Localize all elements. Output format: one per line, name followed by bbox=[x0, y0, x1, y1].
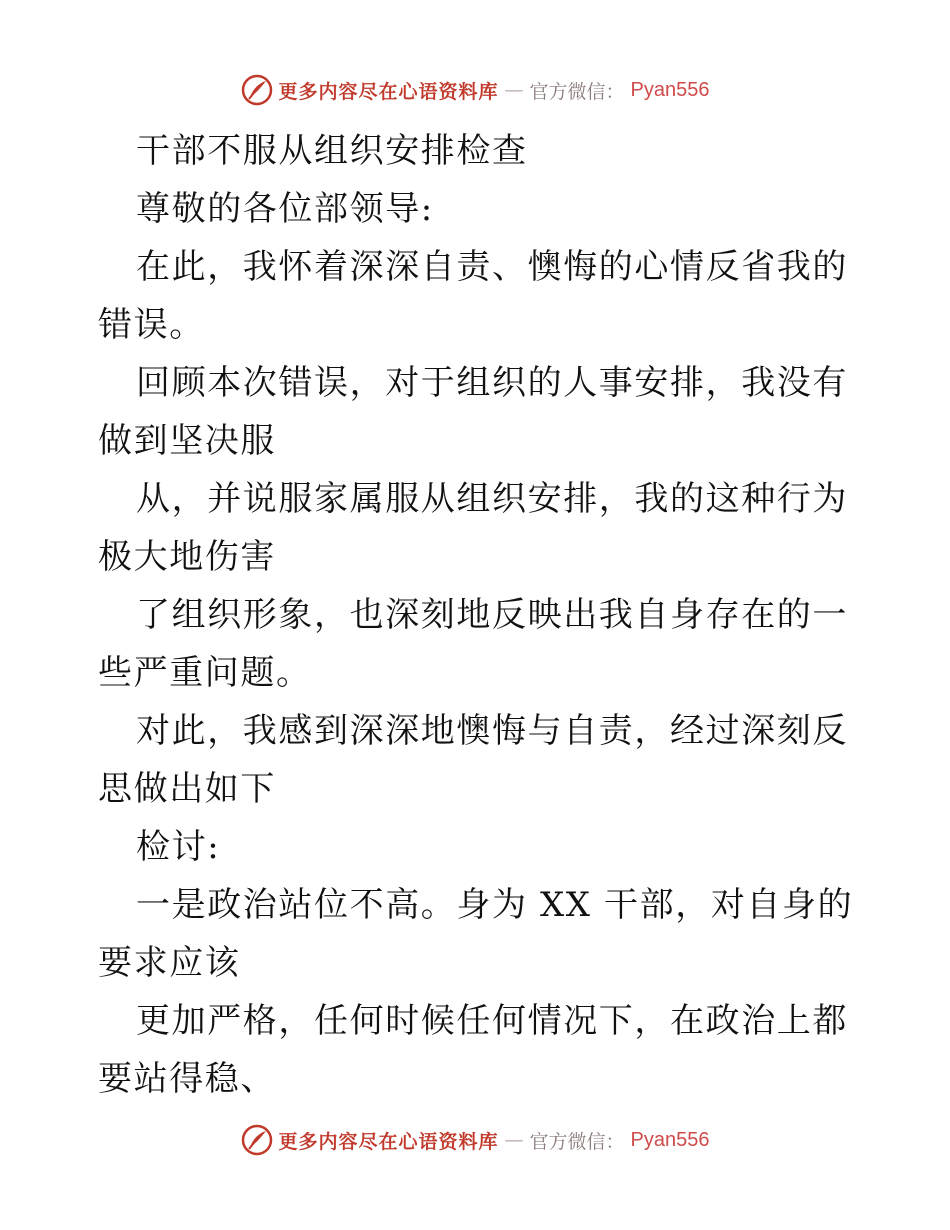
banner-main-text: 更多内容尽在心语资料库 bbox=[278, 80, 499, 103]
banner-main-text: 更多内容尽在心语资料库 bbox=[278, 1130, 499, 1153]
paragraph-1: 在此，我怀着深深自责、懊悔的心情反省我的错误。 bbox=[98, 247, 848, 345]
banner-wechat-label: 官方微信： bbox=[529, 1130, 625, 1153]
header-watermark-banner bbox=[0, 70, 950, 110]
paragraph-5: 对此，我感到深深地懊悔与自责，经过深刻反思做出如下 bbox=[98, 711, 848, 809]
document-body bbox=[98, 122, 858, 1108]
paragraph-4: 了组织形象，也深刻地反映出我自身存在的一些严重问题。 bbox=[98, 595, 848, 693]
quill-logo-icon bbox=[241, 1124, 273, 1156]
footer-watermark-banner bbox=[0, 1120, 950, 1160]
document-title: 干部不服从组织安排检查 bbox=[136, 131, 528, 171]
paragraph-6: 检讨: bbox=[136, 827, 221, 867]
banner-wechat-id: Pyan556 bbox=[630, 1128, 710, 1151]
paragraph-3: 从，并说服家属服从组织安排，我的这种行为极大地伤害 bbox=[98, 479, 848, 577]
banner-wechat-id: Pyan556 bbox=[630, 78, 710, 101]
banner-wechat-label: 官方微信： bbox=[529, 80, 625, 103]
banner-separator: — bbox=[504, 1129, 524, 1151]
paragraph-2: 回顾本次错误，对于组织的人事安排，我没有做到坚决服 bbox=[98, 363, 848, 461]
paragraph-7: 一是政治站位不高。身为 XX 干部，对自身的要求应该 bbox=[98, 885, 854, 983]
paragraph-8: 更加严格，任何时候任何情况下，在政治上都要站得稳、 bbox=[98, 1001, 848, 1099]
banner-separator: — bbox=[504, 79, 524, 101]
document-salutation: 尊敬的各位部领导: bbox=[136, 189, 434, 229]
quill-logo-icon bbox=[241, 74, 273, 106]
